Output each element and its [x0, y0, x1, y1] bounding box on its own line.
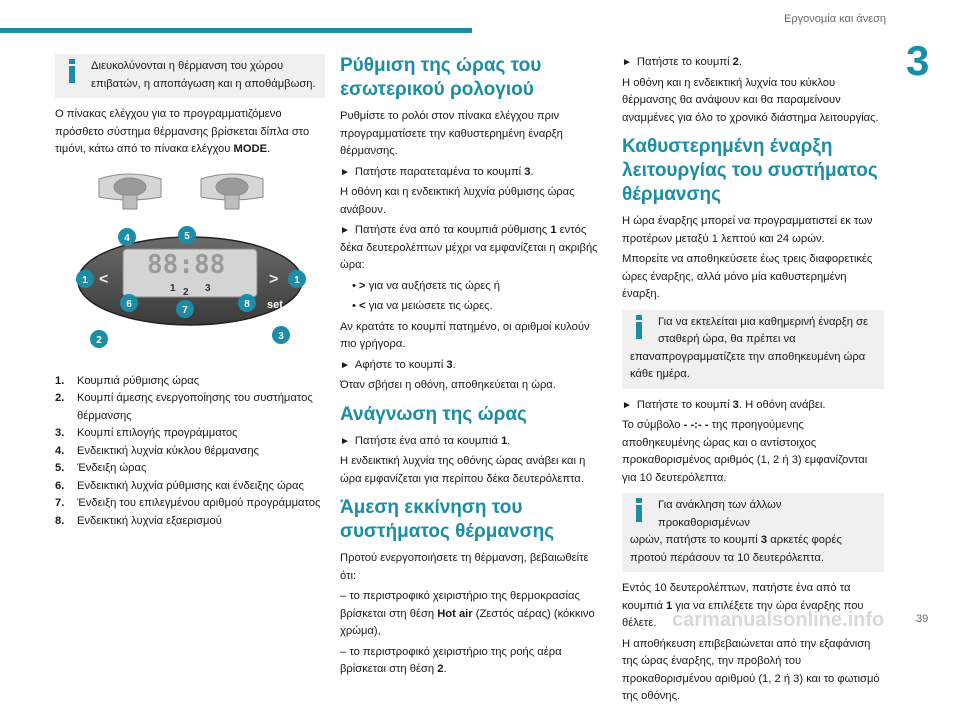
- left-arrow-button: <: [99, 270, 109, 288]
- callout-3-label: 3: [278, 330, 284, 342]
- heading-immediate-start: Άμεση εκκίνηση του συστήματος θέρμανσης: [340, 497, 555, 542]
- callout-6-label: 6: [126, 298, 132, 310]
- legend-item: 8. Ενδεικτική λυχνία εξαερισμού: [55, 514, 222, 527]
- callout-2-label: 2: [96, 334, 102, 346]
- step-press-button-1: ► Πατήστε ένα από τα κουμπιά 1.: [340, 434, 511, 447]
- column-2: [340, 54, 602, 682]
- legend-item: 1. Κουμπιά ρύθμισης ώρας: [55, 374, 200, 387]
- display-digits: 88:88: [147, 249, 226, 280]
- info-note-daily: [622, 310, 884, 389]
- info-icon: [636, 315, 642, 339]
- info-lead-text: Για ανάκληση των άλλων προκαθορισμένων: [658, 499, 782, 529]
- set-label: set: [267, 298, 283, 311]
- clock-intro: Ρυθμίστε το ρολόι στον πίνακα ελέγχου πριν προγραμματίσετε την καθυστερημένη έναρξη θέρμανσης.: [340, 110, 563, 157]
- step-result: Η οθόνη και η ενδεικτική λυχνία ρύθμισης ώρας ανάβουν.: [340, 186, 575, 216]
- select-start-time: Εντός 10 δευτερολέπτων, πατήστε ένα από τα κουμπιά 1 για να επιλέξετε την ώρα έναρξης που θέλετε.: [622, 582, 864, 629]
- step-release-button-3: ► Αφήστε το κουμπί 3.: [340, 358, 456, 371]
- bullet-decrease: • < για να μειώσετε τις ώρες.: [352, 300, 493, 312]
- bullet-increase: • > για να αυξήσετε τις ώρες ή: [352, 279, 500, 292]
- legend-item: 3. Κουμπί επιλογής προγράμματος: [55, 427, 238, 439]
- page-number: 39: [916, 613, 929, 625]
- step-press-button-3: ► Πατήστε το κουμπί 3. Η οθόνη ανάβει.: [622, 398, 826, 411]
- legend-item: 7. Ένδειξη του επιλεγμένου αριθμού προγράμματος: [55, 497, 321, 509]
- step-arrow-icon: ►: [622, 399, 632, 411]
- info-note-text: Διευκολύνονται η θέρμανση του χώρου επιβατών, η αποπάγωση και η αποθάμβωση.: [91, 60, 316, 90]
- delayed-paragraph-1: Η ώρα έναρξης μπορεί να προγραμματιστεί εκ των προτέρων μεταξύ 1 λεπτού και 24 ωρών.: [622, 215, 873, 245]
- callout-7-label: 7: [182, 304, 188, 316]
- right-control-knob: [201, 174, 263, 209]
- info-lead-text: Για να εκτελείται μια καθημερινή έναρξη σε σταθερή ώρα, θα πρέπει να: [658, 315, 869, 345]
- step-arrow-icon: ►: [622, 57, 632, 68]
- legend-list: [55, 373, 325, 531]
- callout-4-label: 4: [124, 232, 130, 244]
- info-icon: [636, 498, 642, 522]
- watermark: carmanualsonline.info: [672, 609, 885, 631]
- callout-1-right-label: 1: [294, 274, 300, 286]
- immediate-condition-airflow: – το περιστροφικό χειριστήριο της ροής αέρα βρίσκεται στη θέση 2.: [340, 645, 562, 675]
- callout-5-label: 5: [184, 230, 190, 242]
- legend-item: 4. Ενδεικτική λυχνία κύκλου θέρμανσης: [55, 444, 259, 457]
- info-rest-text: ωρών, πατήστε το κουμπί 3 αρκετές φορές προτού περάσουν τα 10 δευτερόλεπτα.: [630, 534, 842, 564]
- column-1: [55, 54, 325, 530]
- heading-read-time: Ανάγνωση της ώρας: [340, 403, 527, 425]
- heading-clock-setting: Ρύθμιση της ώρας του εσωτερικού ρολογιού: [340, 55, 542, 100]
- legend-item: 2. Κουμπί άμεσης ενεργοποίησης του συστήματος θέρμανσης: [55, 392, 313, 422]
- step-hold-button-3: ► Πατήστε παρατεταμένα το κουμπί 3.: [340, 165, 534, 178]
- callout-8-label: 8: [244, 298, 250, 310]
- info-icon: [69, 59, 75, 83]
- chapter-number: 3: [906, 37, 930, 84]
- heading-delayed-start: Καθυστερημένη έναρξη λειτουργίας του συστήματος θέρμανσης: [622, 136, 878, 205]
- steering-controls-illustration: [55, 167, 325, 215]
- heater-control-panel-diagram: [55, 221, 325, 365]
- info-note: [55, 54, 325, 98]
- info-rest-text: επαναπρογραμματίζετε την αποθηκευμένη ώρα κάθε ημέρα.: [630, 350, 866, 380]
- step-arrow-icon: ►: [340, 435, 350, 447]
- header-accent-bar: [0, 28, 472, 33]
- step-arrow-icon: ►: [340, 166, 350, 178]
- immediate-intro: Προτού ενεργοποιήσετε τη θέρμανση, βεβαιωθείτε ότι:: [340, 552, 589, 582]
- callout-1-left-label: 1: [82, 274, 88, 286]
- step-press-button-2: ► Πατήστε το κουμπί 2.: [622, 56, 743, 68]
- right-arrow-button: >: [269, 270, 279, 288]
- immediate-condition-temp: – το περιστροφικό χειριστήριο της θερμοκρασίας βρίσκεται στη θέση Hot air (Ζεστός αέρας) (κόκκινο χρώμα),: [340, 590, 595, 637]
- mode-label: MODE: [233, 143, 268, 155]
- program-label-1: 1: [170, 282, 176, 294]
- step-result: Όταν σβήσει η οθόνη, αποθηκεύεται η ώρα.: [340, 379, 556, 391]
- intro-end: .: [267, 143, 271, 155]
- legend-item: 6. Ενδεικτική λυχνία ρύθμισης και ένδειξης ώρας: [55, 479, 304, 492]
- program-label-2: 2: [183, 286, 189, 298]
- step-result: Η οθόνη και η ενδεικτική λυχνία του κύκλου θέρμανσης θα ανάψουν και θα παραμείνουν αναμμένες για όλο το χρονικό διάστημα λειτουργίας.: [622, 76, 879, 124]
- left-control-knob: [99, 174, 161, 209]
- delayed-paragraph-2: Μπορείτε να αποθηκεύσετε έως τρεις διαφορετικές ώρες έναρξης, αλλά μόνο μία καθυστερημένη έναρξη.: [622, 253, 873, 300]
- legend-item: 5. Ένδειξη ώρας: [55, 462, 147, 474]
- program-label-3: 3: [205, 282, 211, 294]
- step-arrow-icon: ►: [340, 225, 350, 236]
- section-title: Εργονομία και άνεση: [784, 13, 886, 25]
- intro-text: Ο πίνακας ελέγχου για το προγραμματιζόμενο πρόσθετο σύστημα θέρμανσης βρίσκεται δίπλα στο τιμόνι, κάτω από το πίνακα ελέγχου: [55, 108, 310, 155]
- step-arrow-icon: ►: [340, 359, 350, 371]
- step-press-button-1: ► Πατήστε ένα από τα κουμπιά ρύθμισης 1 εντός δέκα δευτερολέπτων μέχρι να εμφανίζεται η ακριβής ώρα:: [340, 224, 598, 271]
- read-result: Η ενδεικτική λυχνία της οθόνης ώρας ανάβει και η ώρα εμφανίζεται για περίπου δέκα δευτερόλεπτα.: [340, 455, 586, 485]
- symbol-paragraph: Το σύμβολο - -:- - της προηγούμενης αποθηκευμένης ώρας και ο αντίστοιχος προκαθορισμένος αριθμός (1, 2 ή 3) εμφανίζονται για 10 δευτερόλεπτα.: [622, 419, 868, 484]
- intro-paragraph: [55, 106, 325, 159]
- info-note-recall: [622, 493, 884, 572]
- confirmation-text: Η αποθήκευση επιβεβαιώνεται από την εξαφάνιση της ώρας έναρξης, την προβολή του προκαθορισμένου αριθμού (1, 2 ή 3) και το φωτισμό της οθόνης.: [622, 637, 880, 702]
- hold-note: Αν κρατάτε το κουμπί πατημένο, οι αριθμοί κυλούν πιο γρήγορα.: [340, 320, 590, 350]
